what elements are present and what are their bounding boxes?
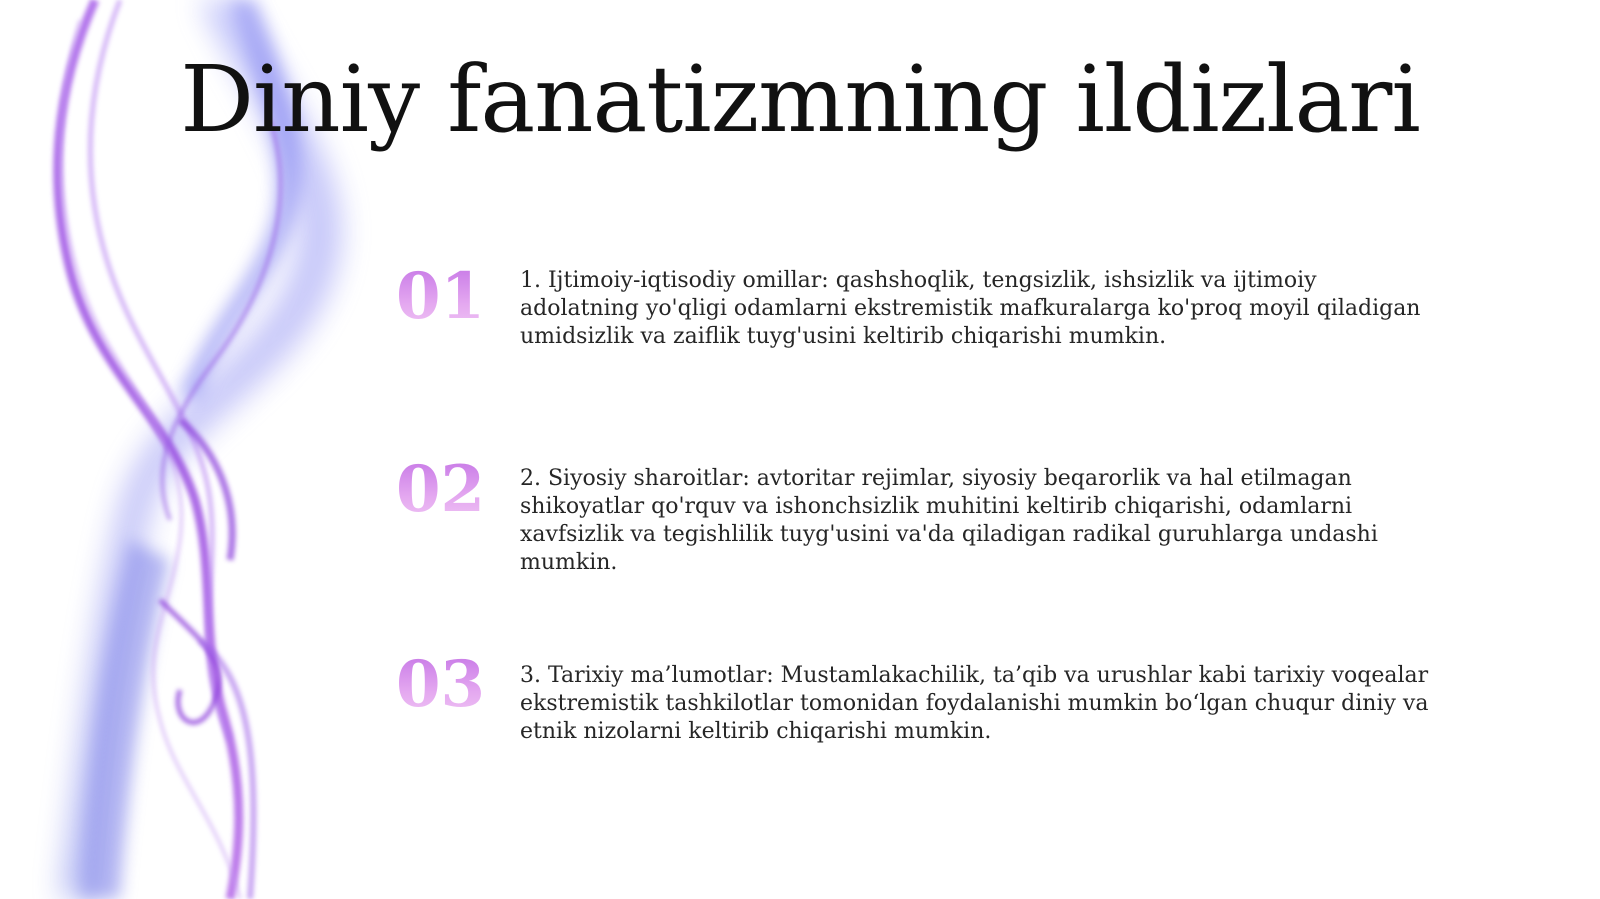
item-text: 1. Ijtimoiy-iqtisodiy omillar: qashshoqlik, tengsizlik, ishsizlik va ijtimoiy adolatning yo'qligi odamlarni ekstremistik mafkuralarga ko'proq moyil qiladigan umidsizlik va zaiflik tuyg'usini keltirib chiqarishi mumkin. <box>520 268 1421 349</box>
item-number: 03 <box>396 647 486 722</box>
item-text: 2. Siyosiy sharoitlar: avtoritar rejimlar, siyosiy beqarorlik va hal etilmagan shikoyatlar qo'rquv va ishonchsizlik muhitini keltirib chiqarishi, odamlarni xavfsizlik va tegishlilik tuyg'usini va'da qiladigan radikal guruhlarga undashi mumkin. <box>520 466 1378 575</box>
slide-title: Diniy fanatizmning ildizlari <box>180 46 1420 153</box>
item-number: 01 <box>396 259 486 334</box>
item-number: 02 <box>396 452 486 527</box>
item-text: 3. Tarixiy ma’lumotlar: Mustamlakachilik, ta’qib va urushlar kabi tarixiy voqealar ekstremistik tashkilotlar tomonidan foydalanishi mumkin boʻlgan chuqur diniy va etnik nizolarni keltirib chiqarishi mumkin. <box>520 663 1429 744</box>
